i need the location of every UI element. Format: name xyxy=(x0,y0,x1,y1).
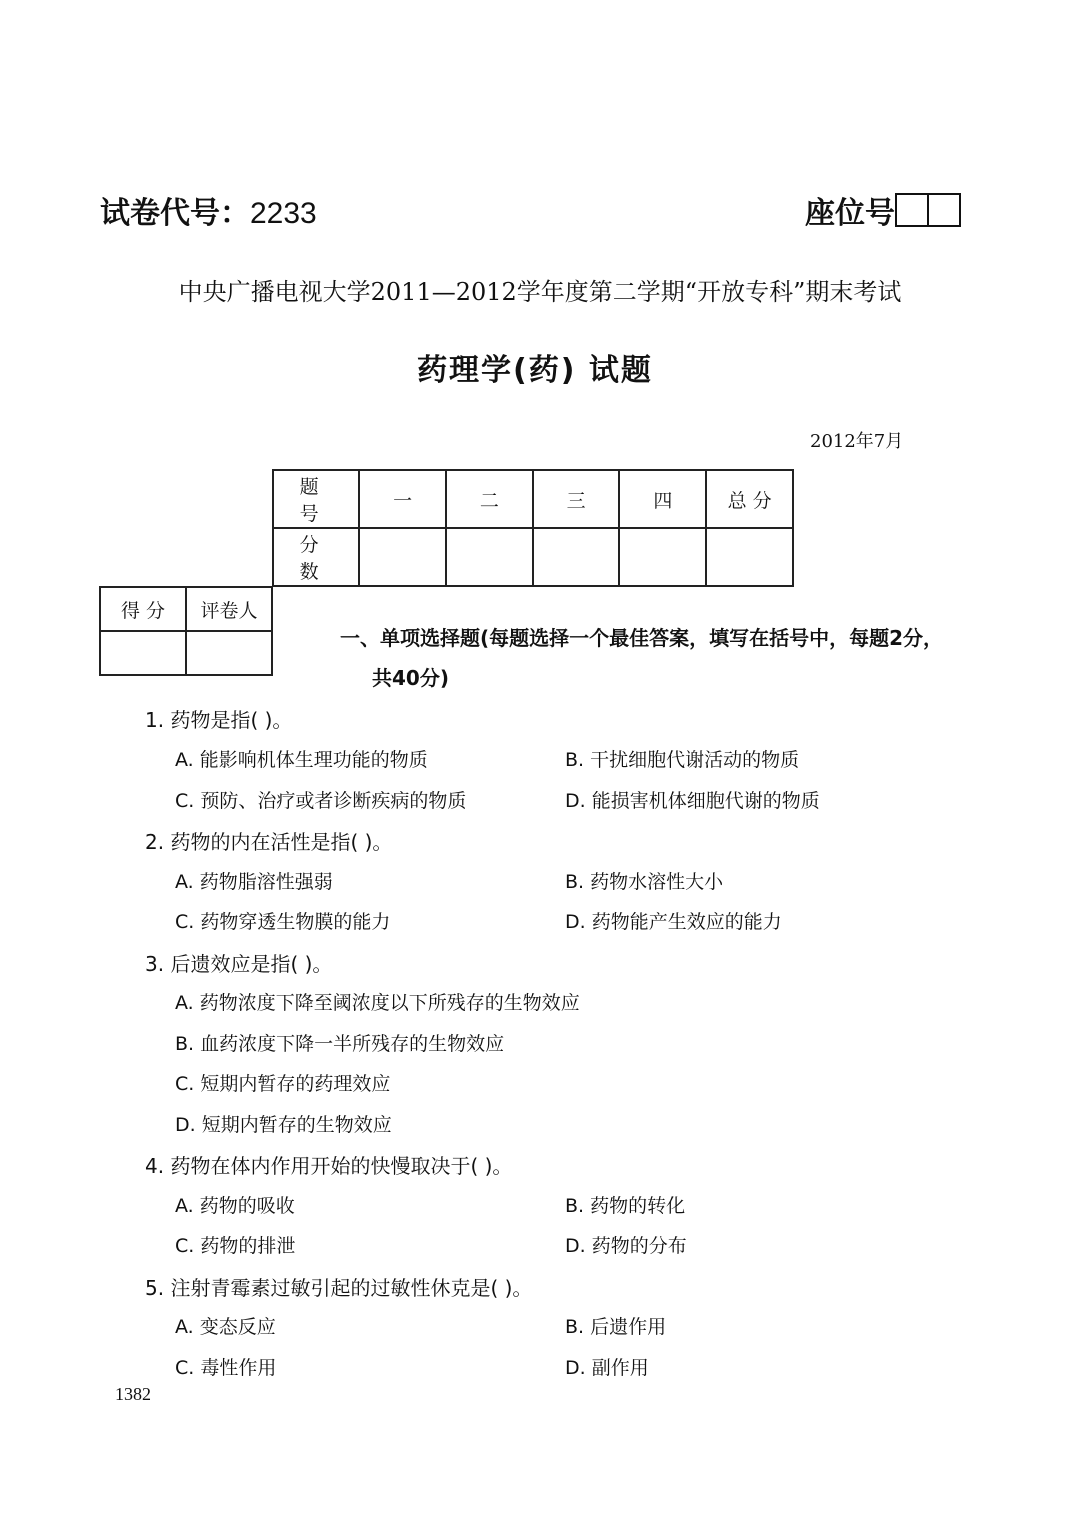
seat-box-2 xyxy=(929,193,961,227)
paper-code xyxy=(100,188,317,232)
question-option: D. 能损害机体细胞代谢的物质 xyxy=(565,790,820,812)
question-option: A. 药物脂溶性强弱 xyxy=(175,871,333,893)
question-option: C. 药物穿透生物膜的能力 xyxy=(175,911,391,933)
score-table-score-row xyxy=(273,528,793,586)
seat-box-1 xyxy=(895,193,929,227)
question-option: A. 变态反应 xyxy=(175,1316,276,1338)
question-option: C. 药物的排泄 xyxy=(175,1235,296,1257)
question-option: A. 能影响机体生理功能的物质 xyxy=(175,749,428,771)
question-option: D. 药物能产生效应的能力 xyxy=(565,911,782,933)
score-table-cell: 三 xyxy=(533,470,620,528)
question-option: C. 短期内暂存的药理效应 xyxy=(175,1073,391,1095)
question-option: B. 药物水溶性大小 xyxy=(565,871,724,893)
section-title-line1: 一、单项选择题(每题选择一个最佳答案，填写在括号中，每题2分， xyxy=(340,626,944,650)
score-table-cell: 一 xyxy=(359,470,446,528)
score-table-cell: 四 xyxy=(619,470,706,528)
exam-header: 中央广播电视大学2011—2012学年度第二学期“开放专科”期末考试 xyxy=(178,278,902,306)
grader-name-blank xyxy=(186,631,272,675)
question-option: C. 预防、治疗或者诊断疾病的物质 xyxy=(175,790,467,812)
question-stem: 1. 药物是指( )。 xyxy=(145,708,293,732)
score-table xyxy=(272,469,794,587)
score-table-cell: 题 号 xyxy=(273,470,359,528)
question-stem: 2. 药物的内在活性是指( )。 xyxy=(145,830,393,854)
section-title xyxy=(340,618,980,698)
question-stem: 4. 药物在体内作用开始的快慢取决于( )。 xyxy=(145,1154,513,1178)
paper-code-label: 试卷代号： xyxy=(100,196,250,231)
question-option: D. 药物的分布 xyxy=(565,1235,687,1257)
score-blank-cell xyxy=(359,528,446,586)
score-table-cell: 二 xyxy=(446,470,533,528)
score-blank-cell xyxy=(446,528,533,586)
question-option: D. 短期内暂存的生物效应 xyxy=(175,1114,392,1136)
question-option: B. 药物的转化 xyxy=(565,1195,686,1217)
question-option: D. 副作用 xyxy=(565,1357,649,1379)
exam-date: 2012年7月 xyxy=(810,431,904,452)
grader-score-blank xyxy=(100,631,186,675)
grader-name-label: 评卷人 xyxy=(186,587,272,631)
question-option: B. 后遗作用 xyxy=(565,1316,667,1338)
question-option: B. 干扰细胞代谢活动的物质 xyxy=(565,749,800,771)
section-title-line2: 共40分) xyxy=(372,666,449,690)
score-table-cell: 总 分 xyxy=(706,470,793,528)
seat-label: 座位号 xyxy=(805,196,895,231)
question-stem: 5. 注射青霉素过敏引起的过敏性休克是( )。 xyxy=(145,1276,533,1300)
grader-score-label: 得 分 xyxy=(100,587,186,631)
paper-code-number: 2233 xyxy=(250,197,317,230)
question-option: A. 药物的吸收 xyxy=(175,1195,295,1217)
score-table-header-row xyxy=(273,470,793,528)
seat-number xyxy=(805,188,961,232)
grader-table xyxy=(99,586,273,676)
exam-title: 药理学(药) 试题 xyxy=(417,353,653,388)
score-row-label: 分 数 xyxy=(273,528,359,586)
question-option: B. 血药浓度下降一半所残存的生物效应 xyxy=(175,1033,505,1055)
score-blank-cell xyxy=(619,528,706,586)
score-blank-cell xyxy=(706,528,793,586)
question-option: C. 毒性作用 xyxy=(175,1357,277,1379)
question-stem: 3. 后遗效应是指( )。 xyxy=(145,952,333,976)
page-number: 1382 xyxy=(115,1384,151,1404)
score-blank-cell xyxy=(533,528,620,586)
question-option: A. 药物浓度下降至阈浓度以下所残存的生物效应 xyxy=(175,992,580,1014)
